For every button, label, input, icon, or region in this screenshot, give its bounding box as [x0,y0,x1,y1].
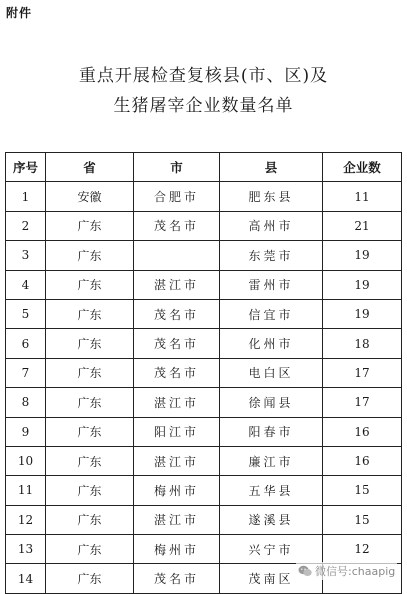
city-cell: 梅州市 [134,476,220,505]
city-cell: 茂名市 [134,329,220,358]
enterprise-count-cell: 11 [323,182,402,211]
row-index-cell: 7 [6,358,46,387]
table-row [6,505,402,534]
table-row [6,270,402,299]
row-index-cell: 4 [6,270,46,299]
header-enterprise-count: 企业数 [323,153,402,182]
county-cell: 兴宁市 [220,535,323,564]
city-cell: 茂名市 [134,211,220,240]
enterprise-count-cell: 19 [323,241,402,270]
city-cell: 茂名市 [134,564,220,593]
row-index-cell: 1 [6,182,46,211]
table-row [6,388,402,417]
watermark-text: 微信号:chaapig [315,565,396,578]
province-cell: 广东 [46,417,134,446]
county-cell: 信宜市 [220,299,323,328]
city-cell: 茂名市 [134,358,220,387]
city-cell: 合肥市 [134,182,220,211]
enterprise-count-cell: 17 [323,358,402,387]
province-cell: 广东 [46,505,134,534]
wechat-watermark [296,562,397,580]
enterprise-count-table [5,152,402,594]
table-row [6,446,402,475]
county-cell: 东莞市 [220,241,323,270]
enterprise-count-cell: 17 [323,388,402,417]
city-cell: 湛江市 [134,446,220,475]
table-row [6,299,402,328]
document-title-line1: 重点开展检查复核县(市、区)及 [78,66,329,86]
county-cell: 五华县 [220,476,323,505]
table-row [6,182,402,211]
enterprise-count-cell: 12 [323,535,402,564]
province-cell: 广东 [46,564,134,593]
table-header-row [6,153,402,182]
row-index-cell: 5 [6,299,46,328]
enterprise-count-cell: 15 [323,476,402,505]
enterprise-count-cell: 16 [323,446,402,475]
province-cell: 广东 [46,241,134,270]
row-index-cell: 14 [6,564,46,593]
enterprise-count-cell: 16 [323,417,402,446]
row-index-cell: 3 [6,241,46,270]
header-province: 省 [46,153,134,182]
row-index-cell: 12 [6,505,46,534]
province-cell: 安徽 [46,182,134,211]
county-cell: 高州市 [220,211,323,240]
city-cell: 阳江市 [134,417,220,446]
row-index-cell: 11 [6,476,46,505]
row-index-cell: 8 [6,388,46,417]
table-row [6,358,402,387]
row-index-cell: 10 [6,446,46,475]
row-index-cell: 6 [6,329,46,358]
row-index-cell: 2 [6,211,46,240]
province-cell: 广东 [46,211,134,240]
county-cell: 化州市 [220,329,323,358]
province-cell: 广东 [46,476,134,505]
province-cell: 广东 [46,270,134,299]
city-cell: 湛江市 [134,270,220,299]
table-row [6,329,402,358]
city-cell: 梅州市 [134,535,220,564]
enterprise-count-cell: 18 [323,329,402,358]
province-cell: 广东 [46,329,134,358]
table-row [6,241,402,270]
row-index-cell: 9 [6,417,46,446]
province-cell: 广东 [46,535,134,564]
province-cell: 广东 [46,358,134,387]
city-cell [134,241,220,270]
table-row [6,417,402,446]
county-cell: 电白区 [220,358,323,387]
enterprise-count-cell: 19 [323,299,402,328]
document-title-line2: 生猪屠宰企业数量名单 [113,96,294,116]
county-cell: 徐闻县 [220,388,323,417]
table-row [6,476,402,505]
province-cell: 广东 [46,388,134,417]
enterprise-count-cell: 15 [323,505,402,534]
city-cell: 湛江市 [134,388,220,417]
county-cell: 雷州市 [220,270,323,299]
enterprise-count-cell: 19 [323,270,402,299]
header-index: 序号 [6,153,46,182]
header-city: 市 [134,153,220,182]
county-cell: 肥东县 [220,182,323,211]
row-index-cell: 13 [6,535,46,564]
county-cell: 阳春市 [220,417,323,446]
table-row [6,535,402,564]
header-county: 县 [220,153,323,182]
county-cell: 廉江市 [220,446,323,475]
city-cell: 湛江市 [134,505,220,534]
table-row [6,211,402,240]
wechat-icon [298,565,312,577]
county-cell: 遂溪县 [220,505,323,534]
province-cell: 广东 [46,299,134,328]
county-cell: 茂南区 [220,564,323,593]
city-cell: 茂名市 [134,299,220,328]
province-cell: 广东 [46,446,134,475]
attachment-label: 附件 [6,6,33,20]
enterprise-count-cell: 21 [323,211,402,240]
